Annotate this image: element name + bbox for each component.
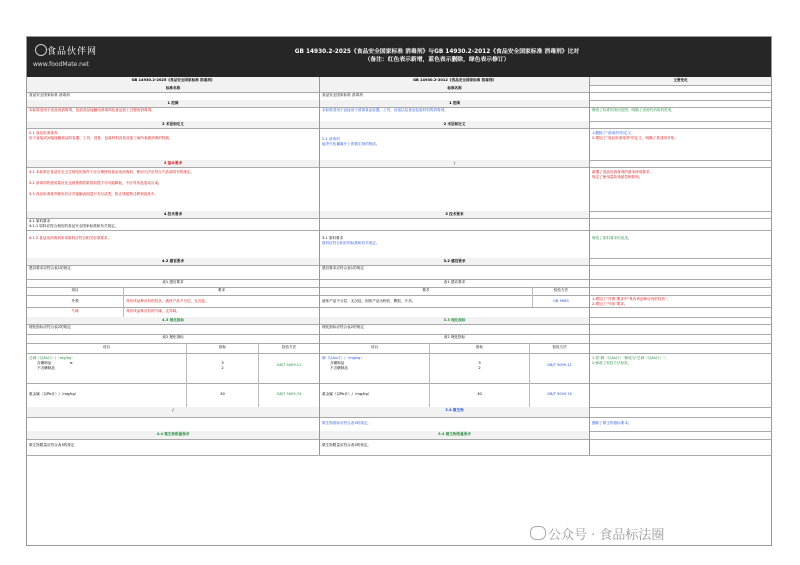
arsenic-new [27,353,187,383]
section-44-old: 3.4 微生物限量要求 [320,431,590,439]
foodmate-logo [33,42,113,72]
table-row [27,383,771,408]
arsenic-new-v1: 3 [221,361,224,365]
logo-en: www.foodMate.net [33,61,89,68]
section-3-old: / [320,160,590,167]
table1-caption-old: 表1 感官要求 [320,279,590,287]
raw-material-old-heading: 3.1 原料要求 [322,236,344,240]
arsenic-new-le: ≤ [69,361,73,365]
table-row [27,128,771,161]
name-new: 食品安全国家标准 消毒剂 [27,92,320,100]
basic-req-new [27,167,320,211]
arsenic-old-label: 砷（以As计）/（mg/kg） [322,356,365,360]
table2-item-header: 项目 [27,343,187,353]
section-42-new: 4.2 感官要求 [27,258,320,265]
table2-method-header: 检验方法 [259,343,320,353]
basic-req-2: 3.2 消毒剂的使用量应在达到预期效果的前提下尽可能降低，不应对食品造成污染。 [29,181,162,185]
watermark: 公众号 · 食品标法圈 [548,528,665,543]
logo-mark-icon [35,44,47,56]
table2-index-header-old: 指标 [430,343,530,353]
odor-label: 气味 [27,307,124,317]
table2-caption-old: 表2 理化指标 [320,334,590,343]
microbe-limit-text-old: 微生物限量应符合表3的规定。 [320,439,590,455]
section-42-old: 3.2 感官要求 [320,258,590,265]
microbe-new-empty: / [27,407,320,417]
appearance-old: 液体产品不分层，无沉淀；固体产品为粉状、颗粒、片状。 [320,295,533,307]
section-4-new: 4 技术要求 [27,211,320,218]
raw-material-old [320,230,590,258]
header-change: 主要变化 [590,77,771,85]
section-43-old: 3.3 理化指标 [320,317,590,324]
document-header [27,37,771,77]
section-3-new: 3 基本要求 [27,160,320,167]
appearance-new: 具有该品种应有的性状，液体产品不分层、无沉淀。 [124,295,320,307]
lead-new-method: GB/T 5009.74 [259,383,320,407]
raw-material-old-text: 原料应符合相应的标准和有关规定。 [322,241,380,245]
raw-material-new [27,218,320,230]
arsenic-old-sub-1: 含碘制品 [330,361,345,365]
lead-new-label: 重金属（以Pb计）/（mg/kg） [27,383,187,407]
arsenic-new-sub-2: 不含碘制品 [37,366,55,370]
wechat-icon [530,526,546,540]
table1-method-header: 检验方法 [533,287,590,295]
table-row [27,439,771,456]
section-2-new: 2 术语和定义 [27,121,320,128]
table1-req-header: 要求 [124,287,320,295]
table-row [27,353,771,384]
section-4-old: 3 技术要求 [320,211,590,218]
appearance-method: GB 9985 [533,295,590,307]
table-row [27,417,771,432]
arsenic-old-sub-2: 不含碘制品 [330,366,348,370]
table2-caption-new: 表2 理化指标 [27,334,320,343]
microbe-limit-text-new: 微生物限量应符合表3的规定 [27,439,320,455]
table-row [27,107,771,122]
scope-change: 修改了标准的适用范围，明确了适用的消毒剂类别。 [592,108,675,112]
lead-old-value: 30 [430,383,530,407]
term-change-1: 1.删除了"消毒剂"的定义； [592,131,635,135]
basic-req-change-1: 新增了食品用消毒剂的基本使用要求， [592,170,654,174]
table2-index-header: 指标 [187,343,259,353]
table1-req-header-old: 要求 [320,287,533,295]
table-row [27,230,771,259]
header-old: GB 14930.2-2012《食品安全国家标准 消毒剂》 [320,77,590,85]
arsenic-old-v1: 3 [478,361,481,365]
term-old-2: 能杀灭传播媒介上的微生物的物质。 [322,142,380,146]
arsenic-old-v2: 2 [478,366,481,370]
sensory-text-old: 感官要求应符合表1的规定 [320,265,590,279]
raw-material-change: 修改了原料要求的表述。 [592,236,632,240]
arsenic-new-method: GB/T 5009.11 [259,353,320,383]
term-new-2: 用于直接或间接接触食品的容器、工具、设备、包装材料及食品加工场所表面消毒的物质。 [29,136,173,140]
odor-new: 具有该品种应有的气味，无异味。 [124,307,320,317]
terms-change [590,128,771,160]
table2-item-header-old: 项目 [320,343,430,353]
arsenic-new-v2: 2 [221,366,224,370]
microbe-old-text: 微生物指标应符合表3的规定。 [320,417,590,431]
arsenic-old-method: GB/T 5009.11 [530,353,590,383]
arsenic-new-values [187,353,259,383]
physchem-change-1: 1.将"砷（以As计）"修改为"总砷（以As计）"； [592,356,669,360]
lead-old-method: GB/T 5009.74 [530,383,590,407]
sensory-change [590,295,771,307]
raw-material-text: 4.1.1 原料应符合相应的食品安全国家标准和有关规定。 [29,224,119,228]
arsenic-new-label: 总砷（以As计）/（mg/kg） [29,356,75,360]
table-row [27,167,771,212]
basic-req-1: 3.1 本标准在食品安全卫生规范的条件下应合理使用食品用消毒剂，使用方法应符合产品说明书的规定。 [29,170,194,174]
term-old-1: 2.1 消毒剂 [322,137,340,141]
physchem-text-old: 理化指标应符合表2的规定 [320,324,590,334]
arsenic-old-values [430,353,530,383]
name-heading-new: 标准名称 [27,85,320,92]
arsenic-new-sub-1: 含碘制品 [37,361,52,365]
raw-material-new-2: 4.1.2 食品用消毒剂所用原料应符合相关标准要求。 [27,230,320,258]
table1-caption-new: 表1 感官要求 [27,279,320,287]
basic-req-change-2: 规定了使用量及残留控制原则。 [592,175,643,179]
basic-req-change [590,167,771,211]
logo-cn: 食品伙伴网 [47,47,98,57]
microbe-change: 删除了微生物指标要求。 [592,421,632,425]
lead-new-value: 30 [187,383,259,407]
section-2-old: 2 术语和定义 [320,121,590,128]
title-line-2: （备注：红色表示新增，蓝色表示删除，绿色表示修订） [364,57,510,63]
title-line-1: GB 14930.2-2025《食品安全国家标准 消毒剂》与GB 14930.2-2012《食品安全国家标准 消毒剂》比对 [294,49,580,55]
terms-old [320,128,590,160]
section-34-old: 3.4 微生物 [320,407,590,417]
sensory-change-2: 2.增加了"气味"要求。 [592,302,628,306]
header-new: GB 14930.2-2025《食品安全国家标准 消毒剂》 [27,77,320,85]
scope-new: 本标准适用于食品用消毒剂，包括食品接触用消毒剂及食品加工过程用消毒剂。 [27,107,320,121]
term-change-2: 2.增加了"食品用消毒剂"的定义，明确了其适用对象。 [592,136,678,140]
document-title [177,48,697,64]
appearance-label: 外观 [27,295,124,307]
table1-item-header: 项目 [27,287,124,295]
name-old: 食品安全国家标准 消毒剂 [320,92,590,100]
section-43-new: 4.3 理化指标 [27,317,320,324]
basic-req-3: 3.3 食品用消毒剂使用后应对接触表面进行充分清洗，防止残留物迁移到食品中。 [29,192,159,196]
name-heading-old: 标准名称 [320,85,590,92]
sensory-change-1: 1.增加了"外观"要求中"具有该品种应有的性状"； [592,297,671,301]
arsenic-old [320,353,430,383]
lead-old-label: 重金属（以Pb计）/（mg/kg） [320,383,430,407]
physchem-text-new: 理化指标应符合表2的规定 [27,324,320,334]
term-new-1: 2.1 食品用消毒剂 [29,131,58,135]
physchem-change [590,353,771,383]
sensory-text-new: 感官要求应符合表1的规定 [27,265,320,279]
document-page [26,36,772,546]
section-44-new: 4.4 微生物限量要求 [27,431,320,439]
table-row [27,265,771,280]
section-1-old: 1 范围 [320,100,590,107]
raw-material-heading: 4.1 原料要求 [29,219,51,223]
physchem-change-2: 2.修改了检验方法标准。 [592,361,632,365]
section-1-new: 1 范围 [27,100,320,107]
scope-old: 本标准适用于直接用于消毒食品容器、工具、设备以及食品包装材料的消毒剂。 [320,107,590,121]
table2-method-header-old: 检验方法 [530,343,590,353]
terms-new [27,128,320,160]
